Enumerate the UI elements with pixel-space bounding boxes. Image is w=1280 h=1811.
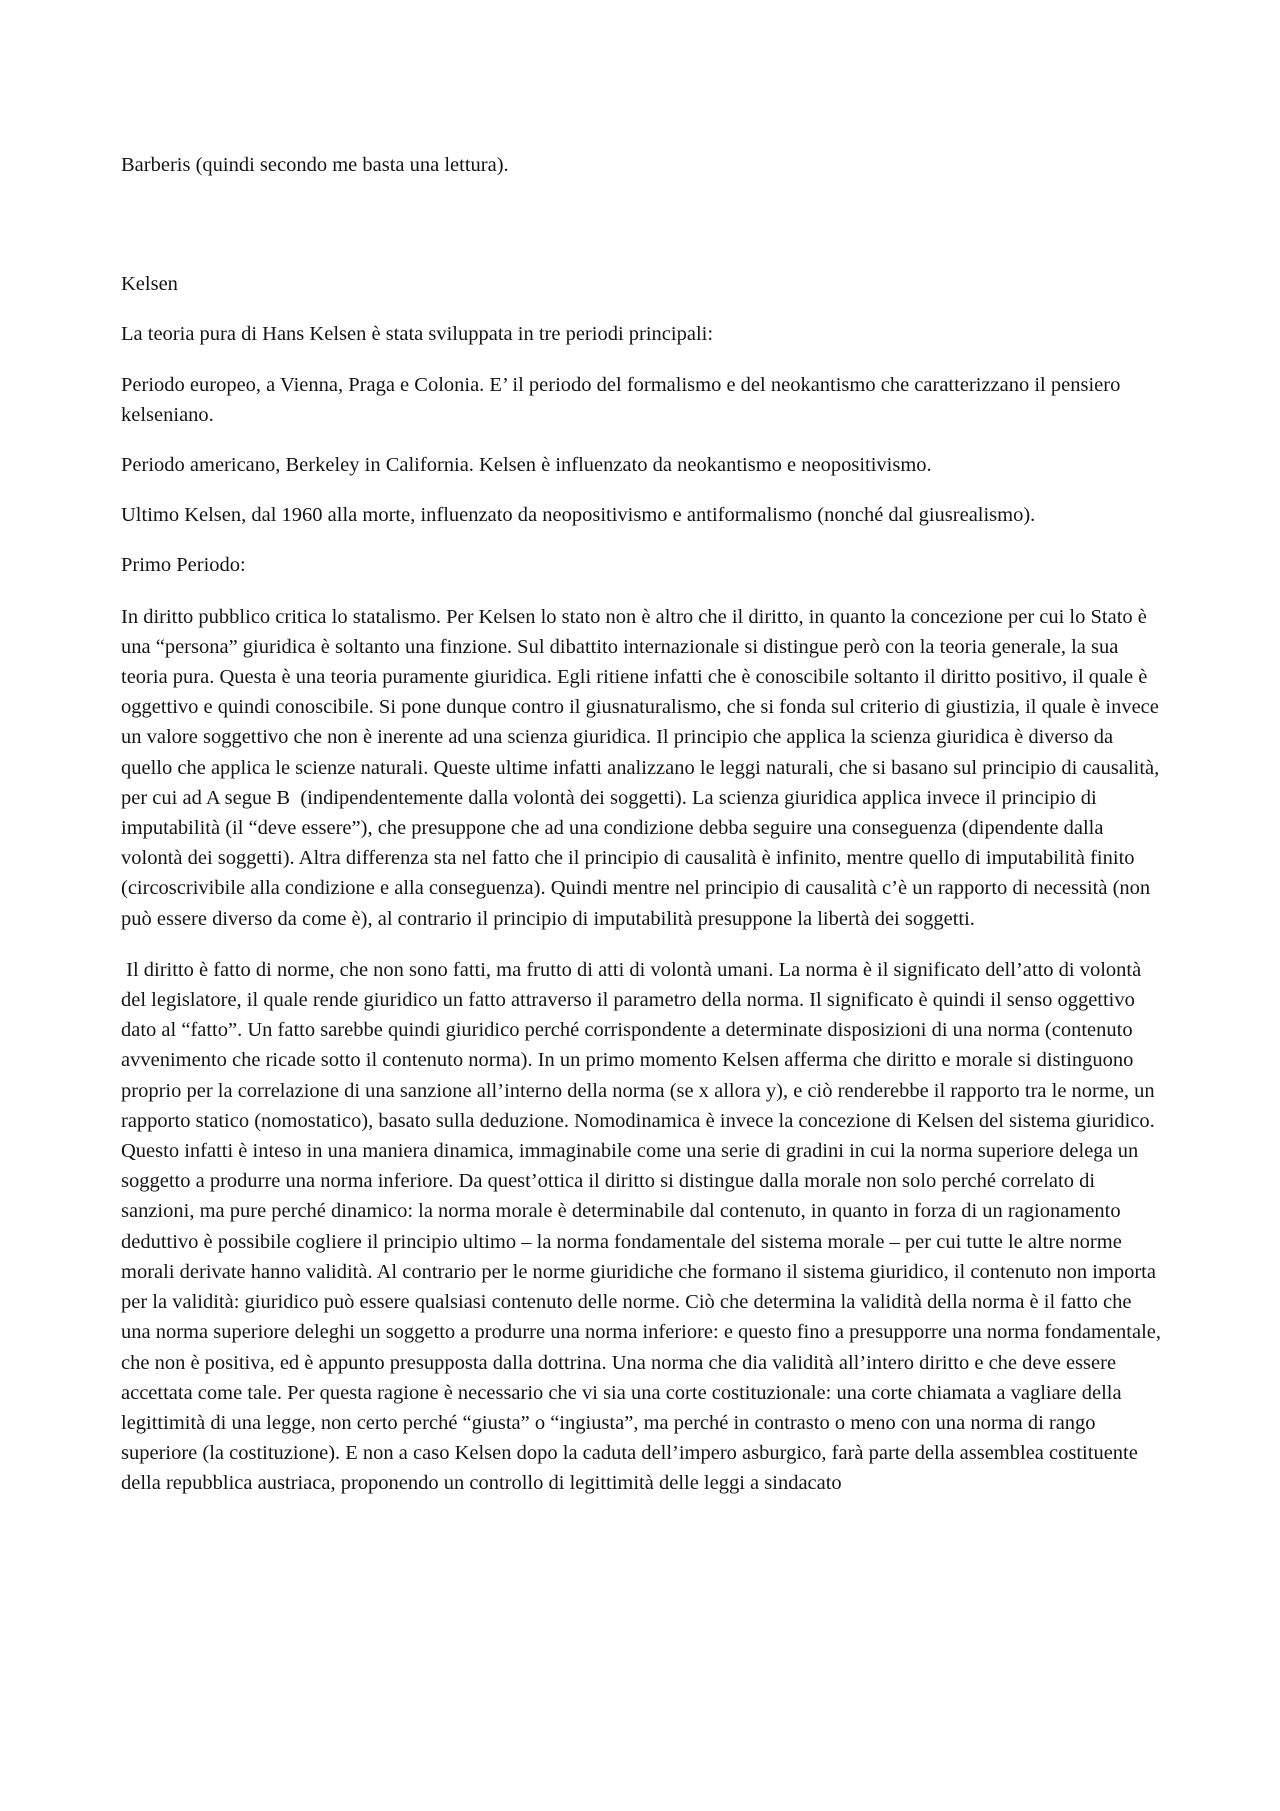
section-heading: Kelsen — [121, 273, 178, 296]
paragraph-period-late: Ultimo Kelsen, dal 1960 alla morte, influenzato da neopositivismo e antiformalismo (nonché dal giusrealismo). — [121, 504, 1036, 527]
paragraph-norms-body: Il diritto è fatto di norme, che non sono fatti, ma frutto di atti di volontà umani. La norma è il significato dell’atto di volontà del legislatore, il quale rende giuridico un fatto attraverso il parametro della norma. Il significato è quindi il senso oggettivo dato al “fatto”. Un fatto sarebbe quindi giuridico perché corrispondente a determinate disposizioni di una norma (contenuto avvenimento che ricade sotto il contenuto norma). In un primo momento Kelsen afferma che diritto e morale si distinguono proprio per la correlazione di una sanzione all’interno della norma (se x allora y), e ciò renderebbe il rapporto tra le norme, un rapporto statico (nomostatico), basato sulla deduzione. Nomodinamica è invece la concezione di Kelsen del sistema giuridico. Questo infatti è inteso in una maniera dinamica, immaginabile come una serie di gradini in cui la norma superiore delega un soggetto a produrre una norma inferiore. Da quest’ottica il diritto si distingue dalla morale non solo perché correlato di sanzioni, ma pure perché dinamico: la norma morale è determinabile dal contenuto, in quanto in forza di un ragionamento deduttivo è possibile cogliere il principio ultimo – la norma fondamentale del sistema morale – per cui tutte le altre norme morali derivate hanno validità. Al contrario per le norme giuridiche che formano il sistema giuridico, il contenuto non importa per la validità: giuridico può essere qualsiasi contenuto delle norme. Ciò che determina la validità della norma è il fatto che una norma superiore deleghi un soggetto a produrre una norma inferiore: e questo fino a presupporre una norma fondamentale, che non è positiva, ed è appunto presupposta dalla dottrina. Una norma che dia validità all’intero diritto e che deve essere accettata come tale. Per questa ragione è necessario che vi sia una corte costituzionale: una corte chiamata a vagliare della legittimità di una legge, non certo perché “giusta” o “ingiusta”, ma perché in contrasto o meno con una norma di rango superiore (la costituzione). E non a caso Kelsen dopo la caduta dell’impero asburgico, farà parte della assemblea costituente della repubblica austriaca, proponendo un controllo di legittimità delle leggi a sindacato — [121, 958, 1167, 1495]
paragraph-period-european: Periodo europeo, a Vienna, Praga e Colonia. E’ il periodo del formalismo e del neokantismo che caratterizzano il pensiero kelseniano. — [121, 373, 1126, 426]
paragraph-period-american: Periodo americano, Berkeley in California. Kelsen è influenzato da neokantismo e neopositivismo. — [121, 454, 932, 477]
paragraph-first-period-body: In diritto pubblico critica lo statalismo. Per Kelsen lo stato non è altro che il diritto, in quanto la concezione per cui lo Stato è una “persona” giuridica è soltanto una finzione. Sul dibattito internazionale si distingue però con la teoria generale, la sua teoria pura. Questa è una teoria puramente giuridica. Egli ritiene infatti che è conoscibile soltanto il diritto positivo, il quale è oggettivo e quindi conoscibile. Si pone dunque contro il giusnaturalismo, che si fonda sul criterio di giustizia, il quale è invece un valore soggettivo che non è inerente ad una scienza giuridica. Il principio che applica la scienza giuridica è diverso da quello che applica le scienze naturali. Queste ultime infatti analizzano le leggi naturali, che si basano sul principio di causalità, per cui ad A segue B (indipendentemente dalla volontà dei soggetti). La scienza giuridica applica invece il principio di imputabilità (il “deve essere”), che presuppone che ad una condizione debba seguire una conseguenza (dipendente dalla volontà dei soggetti). Altra differenza sta nel fatto che il principio di causalità è infinito, mentre quello di imputabilità finito (circoscrivibile alla condizione e alla conseguenza). Quindi mentre nel principio di causalità c’è un rapporto di necessità (non può essere diverso da come è), al contrario il principio di imputabilità presuppone la libertà dei soggetti. — [121, 605, 1165, 930]
paragraph-overview: La teoria pura di Hans Kelsen è stata sviluppata in tre periodi principali: — [121, 323, 714, 346]
subheading-first-period: Primo Periodo: — [121, 554, 246, 577]
intro-line: Barberis (quindi secondo me basta una lettura). — [121, 154, 509, 176]
document-body — [121, 150, 1166, 1499]
